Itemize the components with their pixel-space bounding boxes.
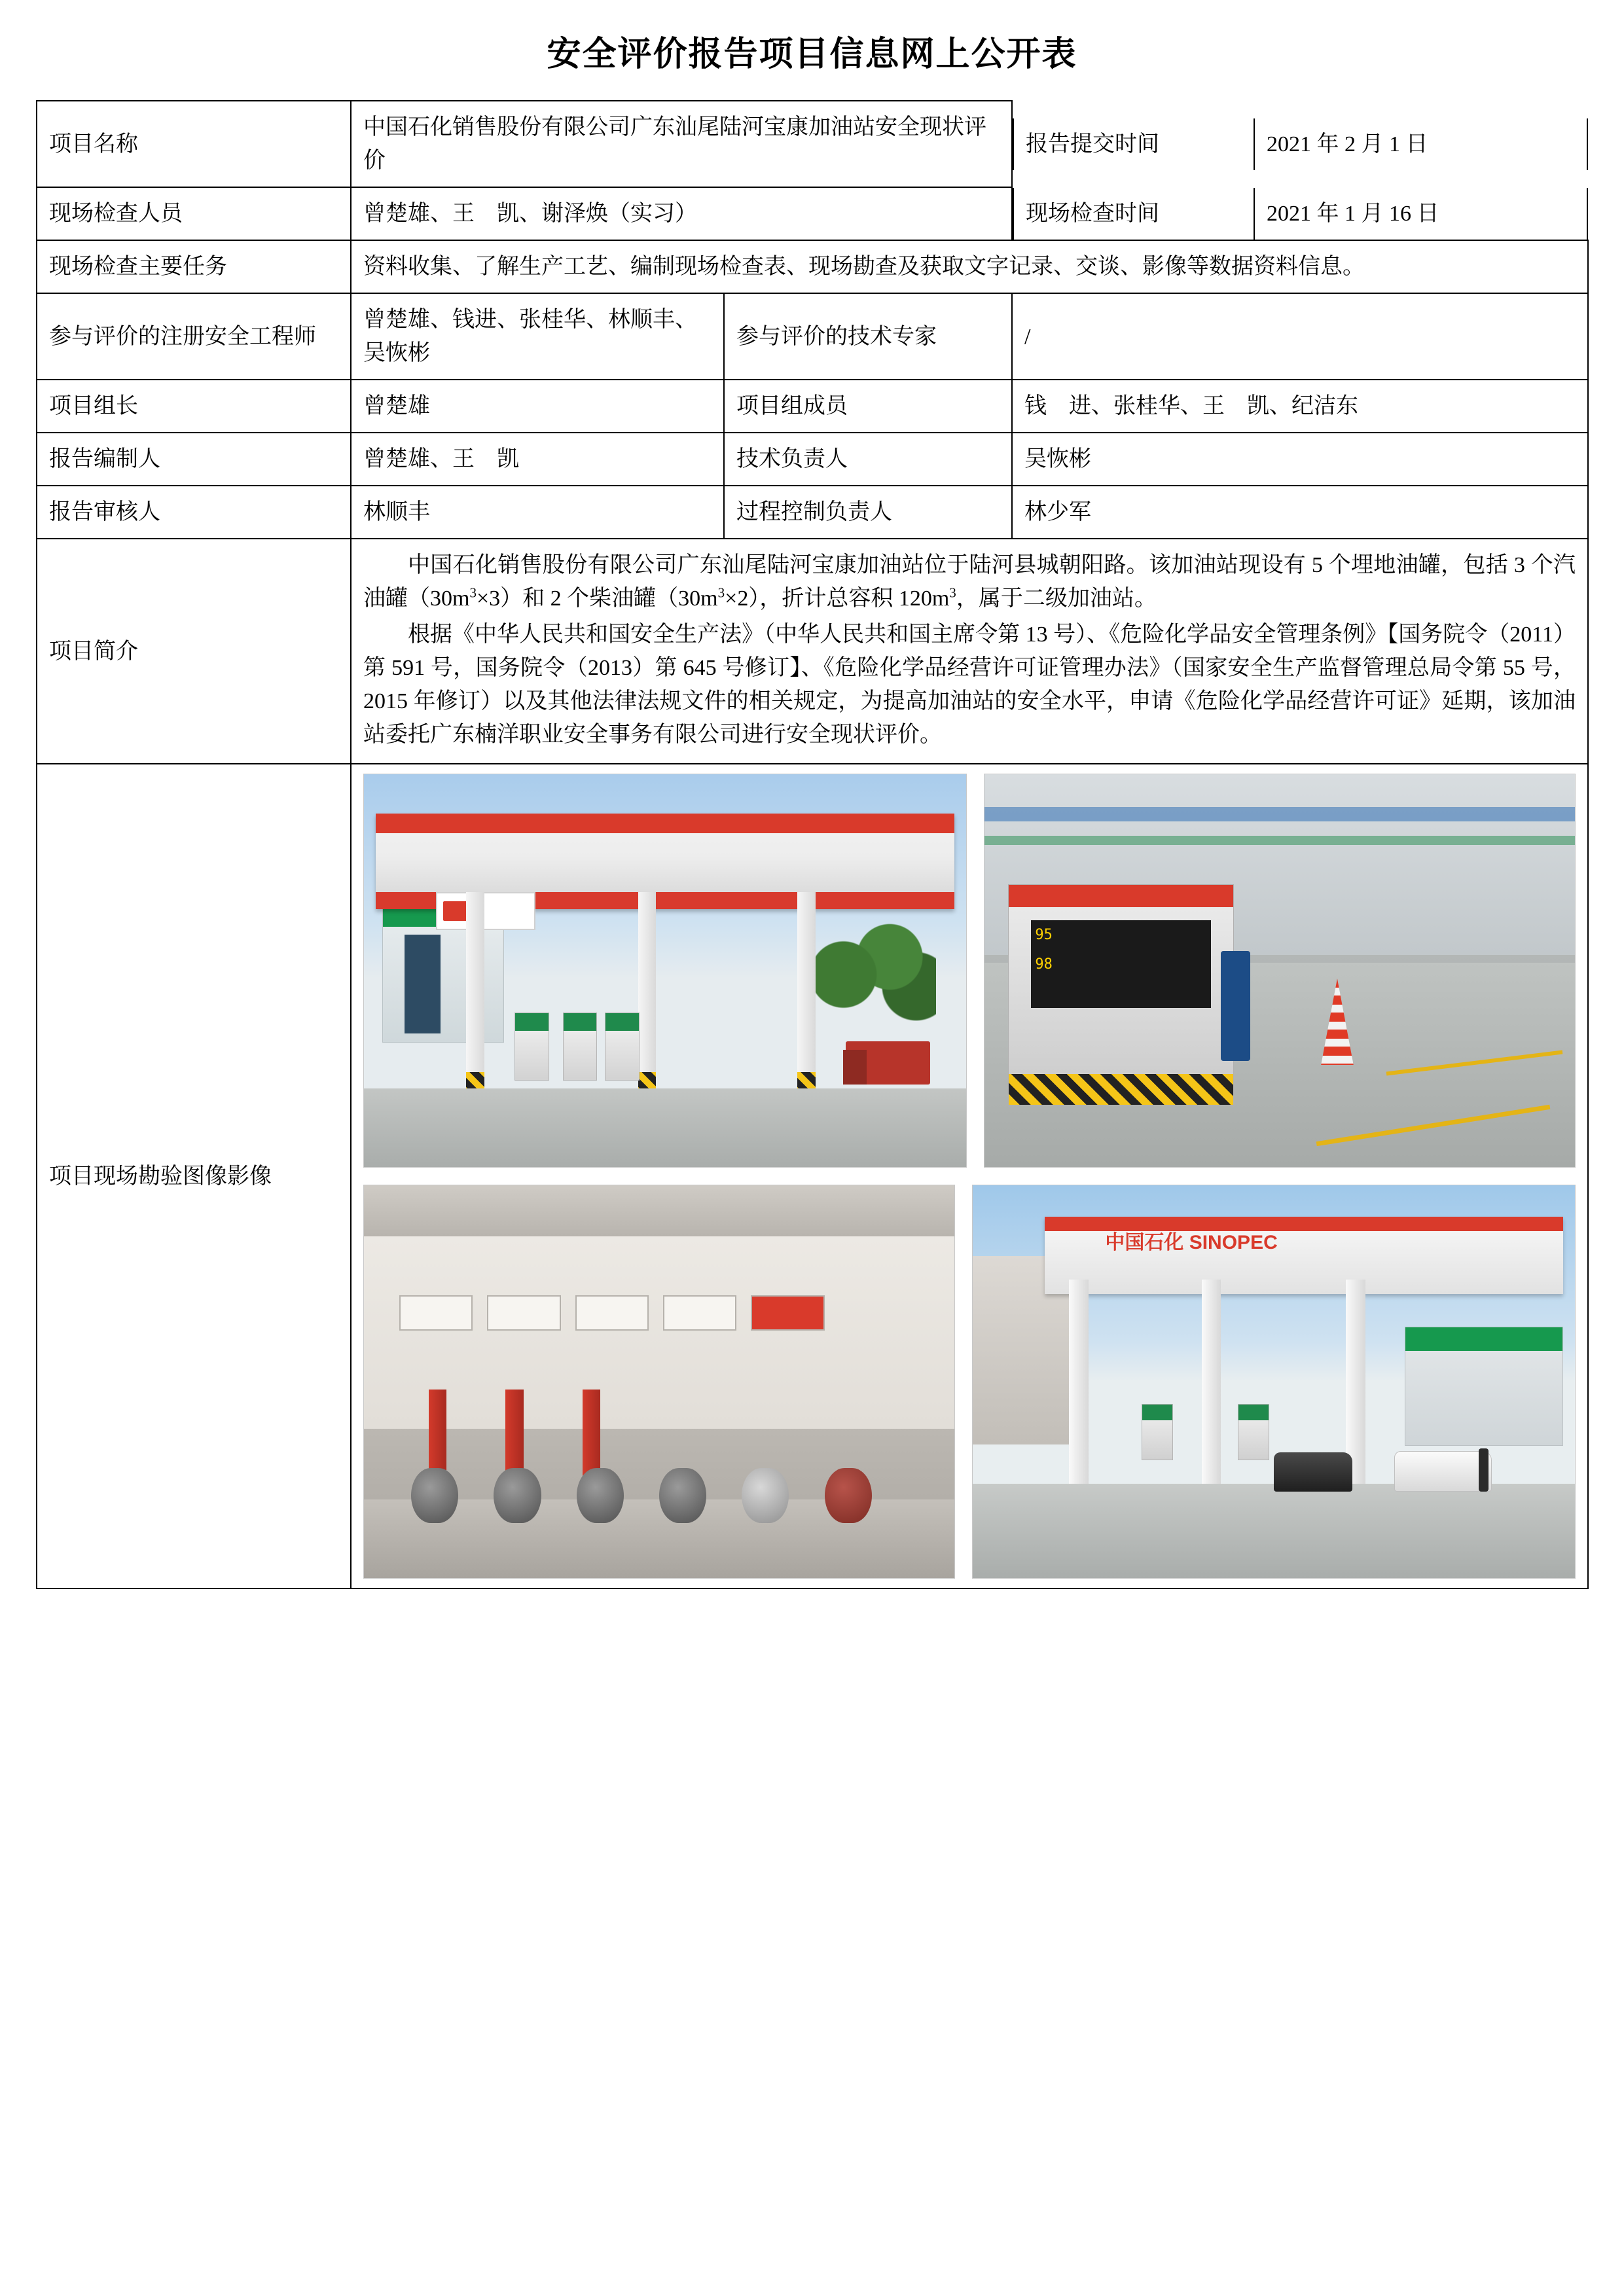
photo2-fuel-island [1008,884,1234,1105]
photo4-convenience-store [1405,1327,1562,1446]
table-row [37,101,1588,187]
photo1-tanker-truck [846,1041,930,1085]
intro-p1-b: ×3）和 2 个柴油罐（30m [477,586,718,611]
photo4-column-2 [1202,1280,1221,1492]
table-row-intro [37,539,1588,764]
photo1-dispenser-1-head [515,1013,549,1031]
photo1-dispenser-1 [514,1013,549,1081]
photo1-trees [804,904,936,1022]
photo1-dispenser-3-head [605,1013,639,1031]
photo3-tank-label-95 [575,1295,649,1331]
inspect-time-label: 现场检查时间 [1013,188,1254,240]
photo4-ground [973,1484,1575,1578]
intro-p1-a: 中国石化销售股份有限公司广东汕尾陆河宝康加油站位于陆河县城朝阳路。该加油站现设有 5 个埋地油罐，包括 3 个汽油罐（30m [363,553,1576,611]
table-row [37,380,1588,433]
photo1-canopy-red-band [376,814,954,833]
table-row [37,187,1588,240]
photo3-manhole-2 [494,1468,541,1523]
project-name-value: 中国石化销售股份有限公司广东汕尾陆河宝康加油站安全现状评价 [351,101,1012,187]
photo2-price-95: 95 [1035,926,1053,943]
writer-value: 曾楚雄、王 凯 [351,433,724,486]
photos-label: 项目现场勘验图像影像 [37,764,351,1588]
photo1-column-1 [466,892,484,1096]
inspectors-value: 曾楚雄、王 凯、谢泽焕（实习） [351,187,1012,240]
tasks-value: 资料收集、了解生产工艺、编制现场检查表、现场勘查及获取文字记录、交谈、影像等数据资料信息。 [351,240,1588,293]
leader-value: 曾楚雄 [351,380,724,433]
photo4-store-signboard [1405,1327,1562,1351]
project-name-label: 项目名称 [37,101,351,187]
photo4-car-dark [1274,1452,1352,1492]
intro-value [351,539,1588,764]
intro-p1-c: ×2），折计总容积 120m [725,586,950,611]
photo1-column-3 [797,892,816,1096]
intro-paragraph-1 [363,548,1576,615]
tech-lead-label: 技术负责人 [724,433,1012,486]
photo-row-2 [363,1185,1576,1579]
table-row [37,433,1588,486]
site-photo-station-entrance [972,1185,1576,1579]
reviewer-value: 林顺丰 [351,486,724,539]
photo3-manhole-4 [659,1468,706,1523]
photo4-column-1 [1069,1280,1088,1492]
members-value: 钱 进、张桂华、王 凯、纪洁东 [1012,380,1588,433]
tech-lead-value: 吴恢彬 [1012,433,1588,486]
page-title: 安全评价报告项目信息网上公开表 [547,36,1077,73]
photo3-tank-label-0 [663,1295,736,1331]
engineers-label: 参与评价的注册安全工程师 [37,293,351,380]
photo3-tank-label-strip [399,1295,824,1331]
photo4-dispenser-1-head [1142,1405,1172,1420]
table-row-photos [37,764,1588,1588]
photo4-dispenser-2 [1238,1404,1269,1460]
photo-row-1 [363,774,1576,1168]
sup-3-b: 3 [717,584,725,601]
photo3-tank-label-92 [399,1295,473,1331]
photo1-dispenser-2 [563,1013,598,1081]
photo1-sinopec-logo [436,892,535,930]
photo4-brand-text: 中国石化 SINOPEC [1105,1231,1278,1253]
photo1-dispenser-2-head [564,1013,597,1031]
process-lead-value: 林少军 [1012,486,1588,539]
process-lead-label: 过程控制负责人 [724,486,1012,539]
intro-paragraph-2: 根据《中华人民共和国安全生产法》（中华人民共和国主席令第 13 号）、《危险化学品安全管理条例》【国务院令（2011）第 591 号，国务院令（2013）第 645 号修订】、《危险化学品经营许可证管理办法》（国家安全生产监督管理总局令第 55 号，2015 年修订）以及其他法律法规文件的相关规定，为提高加油站的安全水平，申请《危险化学品经营许可证》延期，该加油站委托广东楠洋职业安全事务有限公司进行安全现状评价。 [363,622,1576,747]
sup-3-c: 3 [949,584,956,601]
table-row [37,293,1588,380]
photo2-island-hazard-base [1009,1074,1233,1105]
table-row [37,486,1588,539]
intro-p1-d: ，属于二级加油站。 [956,586,1157,611]
leader-label: 项目组长 [37,380,351,433]
photo4-attendant [1479,1448,1489,1492]
photo2-green-signboard [984,836,1575,845]
tasks-label: 现场检查主要任务 [37,240,351,293]
reviewer-label: 报告审核人 [37,486,351,539]
submit-time-group [1012,101,1588,187]
photo4-car-white [1394,1451,1492,1492]
inspectors-label: 现场检查人员 [37,187,351,240]
photo1-dispenser-3 [605,1013,640,1081]
sup-3-a: 3 [469,584,477,601]
project-info-table [36,100,1589,1589]
photos-cell [351,764,1588,1588]
photo1-column-2 [638,892,657,1096]
site-photo-dispenser [984,774,1576,1168]
experts-value: / [1012,293,1588,380]
intro-label: 项目简介 [37,539,351,764]
table-row [37,240,1588,293]
photo1-shop-door [405,935,441,1033]
photo3-manhole-1 [411,1468,458,1523]
photo2-price-panel [1031,920,1210,1008]
inspect-time-group [1012,187,1588,240]
photo3-manhole-6 [825,1468,872,1523]
photo2-fuel-hose [1221,951,1250,1061]
site-photo-canopy [363,774,967,1168]
photo3-manhole-5 [742,1468,789,1523]
photo1-ground [364,1088,966,1167]
photo3-tank-label-98 [487,1295,560,1331]
photo3-manhole-3 [577,1468,624,1523]
experts-label: 参与评价的技术专家 [724,293,1012,380]
photo2-price-98: 98 [1035,956,1053,973]
submit-time-label: 报告提交时间 [1013,118,1254,170]
photo3-tank-label-5 [751,1295,824,1331]
members-label: 项目组成员 [724,380,1012,433]
photo4-dispenser-2-head [1238,1405,1269,1420]
photo4-dispenser-1 [1142,1404,1173,1460]
submit-time-value: 2021 年 2 月 1 日 [1254,118,1587,170]
writer-label: 报告编制人 [37,433,351,486]
photo2-blue-signboard [984,807,1575,821]
photo3-ceiling [364,1185,954,1236]
engineers-value: 曾楚雄、钱进、张桂华、林顺丰、吴恢彬 [351,293,724,380]
inspect-time-value: 2021 年 1 月 16 日 [1254,188,1587,240]
photo2-island-red-top [1009,885,1233,907]
site-photo-tank-manholes [363,1185,955,1579]
